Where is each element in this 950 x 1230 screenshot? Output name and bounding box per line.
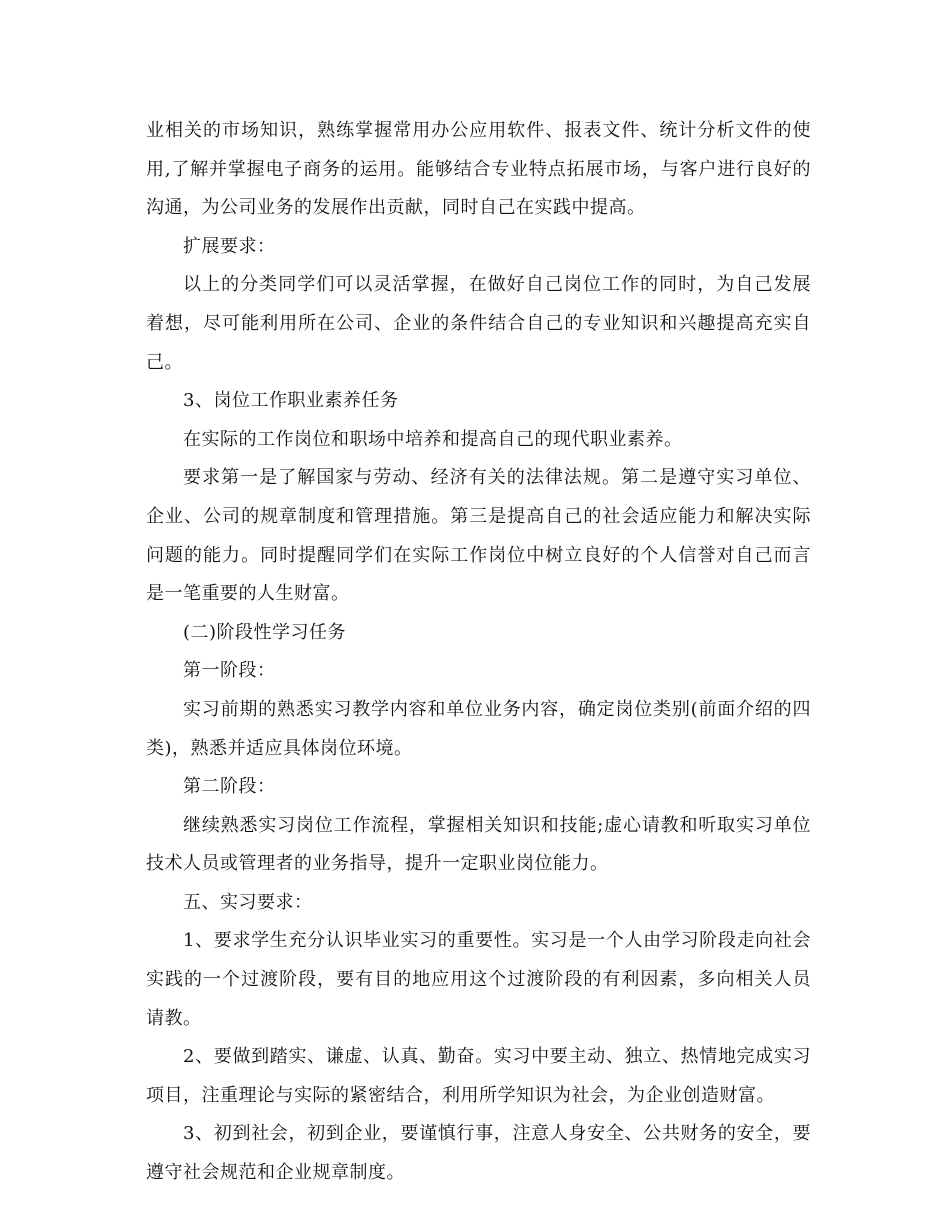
paragraph-stage-two-heading: 第二阶段：: [183, 776, 276, 798]
paragraph-stage-one-heading: 第一阶段：: [183, 660, 276, 682]
paragraph-requirement-1: 1、要求学生充分认识毕业实习的重要性。实习是一个人由学习阶段走向社会实践的一个过渡阶段，要有目的地应用这个过渡阶段的有利因素，多向相关人员请教。: [146, 930, 811, 1029]
paragraph-section-5-heading: 五、实习要求：: [183, 891, 313, 913]
paragraph-market-knowledge: 业相关的市场知识，熟练掌握常用办公应用软件、报表文件、统计分析文件的使用,了解并掌握电子商务的运用。能够结合专业特点拓展市场，与客户进行良好的沟通，为公司业务的发展作出贡献，同时自己在实践中提高。: [146, 120, 811, 219]
paragraph-stage-two-body: 继续熟悉实习岗位工作流程，掌握相关知识和技能;虚心请教和听取实习单位技术人员或管理者的业务指导，提升一定职业岗位能力。: [146, 814, 811, 875]
paragraph-extension-heading: 扩展要求：: [183, 235, 276, 257]
paragraph-professional-quality: 在实际的工作岗位和职场中培养和提高自己的现代职业素养。: [183, 428, 683, 450]
paragraph-requirement-3: 3、初到社会，初到企业，要谨慎行事，注意人身安全、公共财务的安全，要遵守社会规范和企业规章制度。: [146, 1123, 811, 1184]
paragraph-extension-body: 以上的分类同学们可以灵活掌握，在做好自己岗位工作的同时，为自己发展着想，尽可能利用所在公司、企业的条件结合自己的专业知识和兴趣提高充实自己。: [146, 274, 811, 373]
paragraph-section-3-heading: 3、岗位工作职业素养任务: [183, 390, 399, 412]
paragraph-requirements-laws: 要求第一是了解国家与劳动、经济有关的法律法规。第二是遵守实习单位、企业、公司的规章制度和管理措施。第三是提高自己的社会适应能力和解决实际问题的能力。同时提醒同学们在实际工作岗位中树立良好的个人信誉对自己而言是一笔重要的人生财富。: [146, 467, 811, 605]
document-page: [146, 112, 811, 1193]
paragraph-stage-tasks-heading: (二)阶段性学习任务: [183, 621, 347, 643]
paragraph-stage-one-body: 实习前期的熟悉实习教学内容和单位业务内容，确定岗位类别(前面介绍的四类)，熟悉并适应具体岗位环境。: [146, 698, 811, 759]
paragraph-requirement-2: 2、要做到踏实、谦虚、认真、勤奋。实习中要主动、独立、热情地完成实习项目，注重理论与实际的紧密结合，利用所学知识为社会，为企业创造财富。: [146, 1046, 811, 1106]
